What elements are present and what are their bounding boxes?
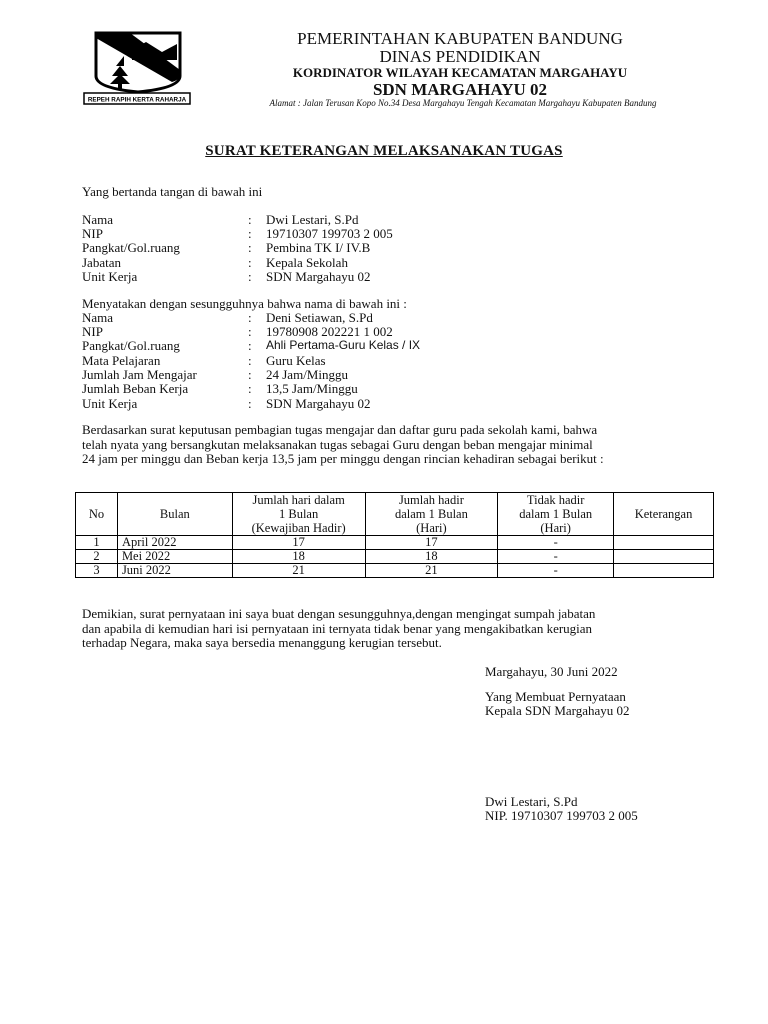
- cell-month: Juni 2022: [117, 564, 232, 578]
- regency-logo: [82, 30, 192, 106]
- letterhead-department: DINAS PENDIDIKAN: [379, 47, 541, 66]
- cell-no: 1: [76, 536, 118, 550]
- col-no-header: No: [76, 493, 118, 536]
- cell-absent: -: [498, 564, 614, 578]
- closing-line: dan apabila di kemudian hari isi pernyataan ini ternyata tidak benar yang mengakibatkan kerugian: [82, 620, 593, 636]
- col-required-days-header: Jumlah hari dalam 1 Bulan (Kewajiban Hadir): [232, 493, 365, 536]
- cell-notes: [614, 564, 714, 578]
- intro-text: Yang bertanda tangan di bawah ini: [82, 184, 263, 199]
- basis-line: telah nyata yang bersangkutan melaksanakan tugas sebagai Guru dengan beban mengajar minimal: [82, 436, 593, 452]
- bandung-regency-emblem-icon: [82, 30, 192, 106]
- col-month-header: Bulan: [117, 493, 232, 536]
- cell-required: 18: [232, 550, 365, 564]
- cell-attended: 17: [365, 536, 498, 550]
- cell-notes: [614, 536, 714, 550]
- cell-no: 3: [76, 564, 118, 578]
- document-title: SURAT KETERANGAN MELAKSANAKAN TUGAS: [205, 143, 563, 159]
- cell-month: Mei 2022: [117, 550, 232, 564]
- signer-role: Yang Membuat Pernyataan: [485, 689, 626, 704]
- cell-month: April 2022: [117, 536, 232, 550]
- cell-required: 17: [232, 536, 365, 550]
- closing-line: Demikian, surat pernyataan ini saya buat dengan sesungguhnya,dengan mengingat sumpah jabatan: [82, 606, 596, 621]
- cell-absent: -: [498, 536, 614, 550]
- signer-nip: NIP. 19710307 199703 2 005: [485, 808, 638, 823]
- basis-line: 24 jam per minggu dan Beban kerja 13,5 jam per minggu dengan rincian kehadiran sebagai berikut :: [82, 451, 604, 466]
- basis-paragraph: [82, 423, 694, 467]
- logo-motto: REPEH RAPIH KERTA RAHARJA: [87, 96, 187, 104]
- signer-position: Kepala SDN Margahayu 02: [485, 703, 630, 718]
- letterhead-address: Alamat : Jalan Terusan Kopo No.34 Desa Margahayu Tengah Kecamatan Margahayu Kabupaten Bandung: [269, 98, 657, 108]
- table-row: [76, 550, 714, 564]
- signer-name: Dwi Lestari, S.Pd: [485, 794, 578, 809]
- statement-text: Menyatakan dengan sesungguhnya bahwa nama di bawah ini :: [82, 296, 407, 311]
- closing-paragraph: [82, 607, 694, 651]
- col-absent-days-header: Tidak hadir dalam 1 Bulan (Hari): [498, 493, 614, 536]
- cell-notes: [614, 550, 714, 564]
- letterhead-school: SDN MARGAHAYU 02: [372, 80, 548, 99]
- table-row: [76, 536, 714, 550]
- letterhead-government: PEMERINTAHAN KABUPATEN BANDUNG: [297, 29, 623, 48]
- col-notes-header: Keterangan: [614, 493, 714, 536]
- place-date: Margahayu, 30 Juni 2022: [485, 664, 618, 679]
- letterhead-coordinator: KORDINATOR WILAYAH KECAMATAN MARGAHAYU: [292, 65, 628, 80]
- cell-attended: 18: [365, 550, 498, 564]
- cell-absent: -: [498, 550, 614, 564]
- col-attended-days-header: Jumlah hadir dalam 1 Bulan (Hari): [365, 493, 498, 536]
- table-row: [76, 564, 714, 578]
- attendance-table: [75, 492, 714, 578]
- cell-required: 21: [232, 564, 365, 578]
- basis-line: Berdasarkan surat keputusan pembagian tugas mengajar dan daftar guru pada sekolah kami, bahwa: [82, 422, 598, 437]
- cell-attended: 21: [365, 564, 498, 578]
- closing-line: terhadap Negara, maka saya bersedia menanggung kerugian tersebut.: [82, 635, 442, 650]
- cell-no: 2: [76, 550, 118, 564]
- table-header-row: [76, 493, 714, 536]
